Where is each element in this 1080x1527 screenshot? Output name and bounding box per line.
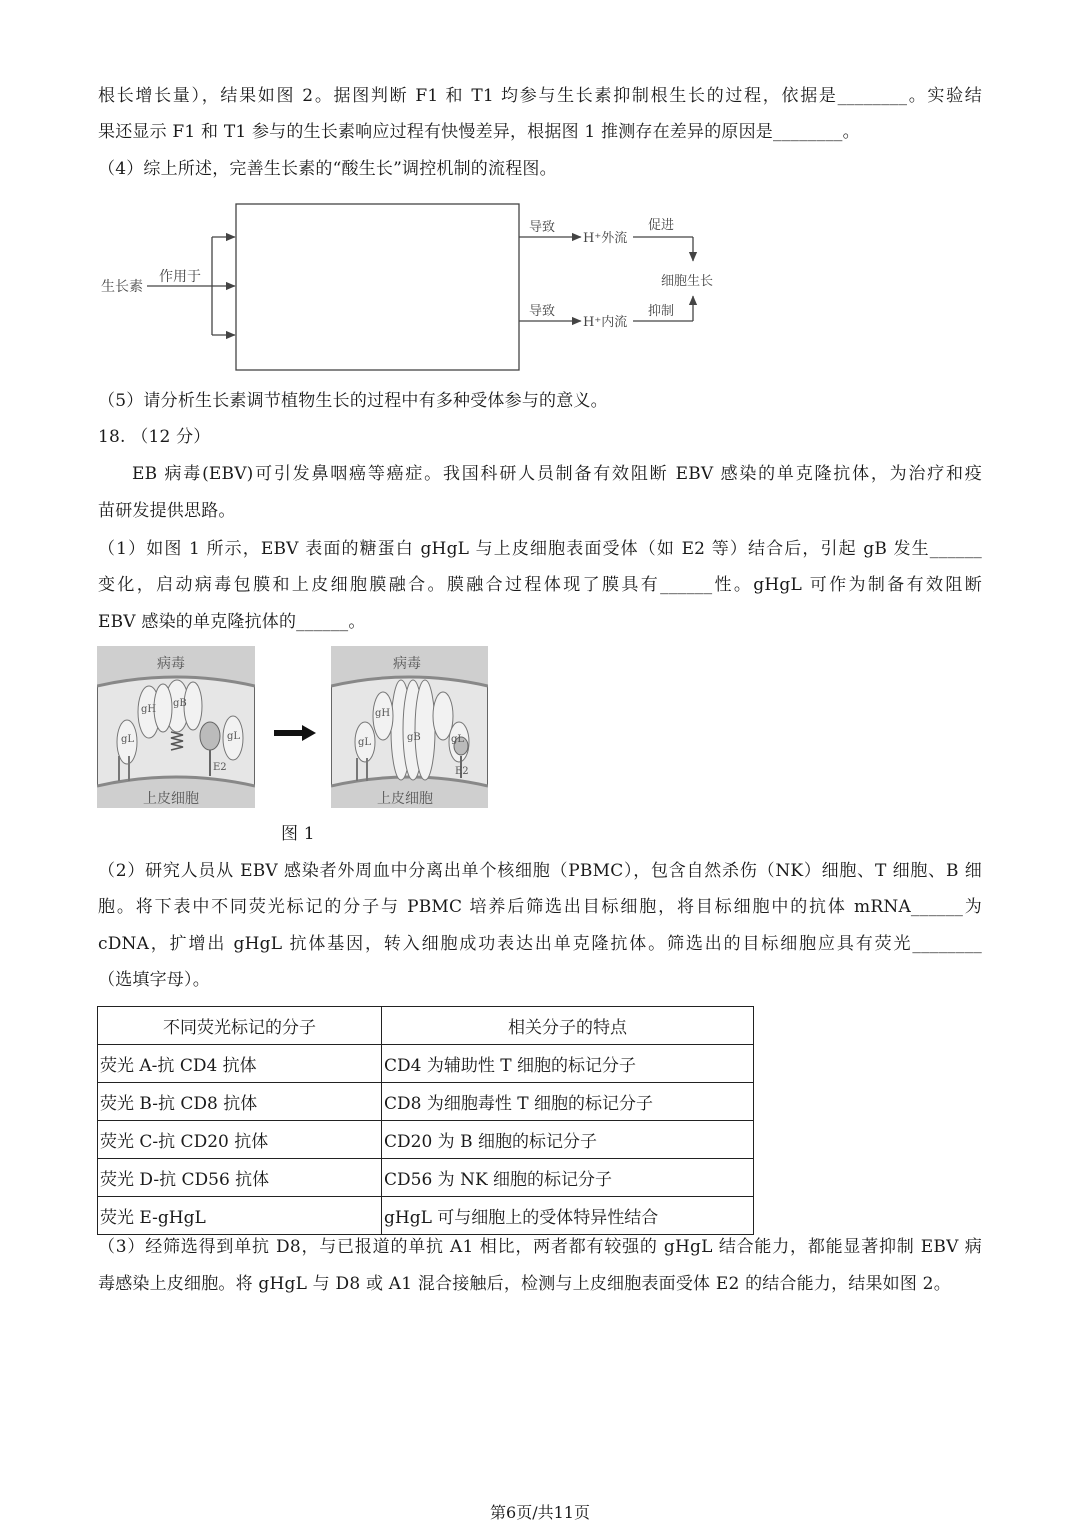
fig1-cell-label-left: 上皮细胞 <box>143 791 199 807</box>
table-cell-molecule: 荧光 E-gHgL <box>98 1197 382 1235</box>
fig1-gL-left-1: gL <box>121 734 135 745</box>
fig1-cell-label-right: 上皮细胞 <box>377 791 433 807</box>
q18-intro-line-2: 苗研发提供思路。 <box>98 501 236 521</box>
fig1-gL-right-1: gL <box>358 737 372 748</box>
q18-intro-line-1: EB 病毒(EBV)可引发鼻咽癌等癌症。我国科研人员制备有效阻断 EBV 感染的单克隆抗体，为治疗和疫 <box>132 464 982 484</box>
fig1-gB-right: gB <box>407 732 421 743</box>
figure1-before-fusion <box>97 646 255 808</box>
flow-leads-to-top: 导致 <box>529 220 556 235</box>
table-header-molecule: 不同荧光标记的分子 <box>98 1007 382 1045</box>
fig1-virus-label-right: 病毒 <box>393 656 421 672</box>
q18-part3-line-1: （3）经筛选得到单抗 D8，与已报道的单抗 A1 相比，两者都有较强的 gHgL 结合能力，都能显著抑制 EBV 病 <box>98 1237 982 1257</box>
q18-part1-line-1: （1）如图 1 所示，EBV 表面的糖蛋白 gHgL 与上皮细胞表面受体（如 E2 等）结合后，引起 gB 发生______ <box>98 539 982 559</box>
flow-promote-label: 促进 <box>648 218 675 233</box>
q18-part3-line-2: 毒感染上皮细胞。将 gHgL 与 D8 或 A1 混合接触后，检测与上皮细胞表面受体 E2 的结合能力，结果如图 2。 <box>98 1274 951 1294</box>
fig1-gL-right-2: gL <box>451 734 465 745</box>
q18-part1-line-2: 变化，启动病毒包膜和上皮细胞膜融合。膜融合过程体现了膜具有______性。gHgL 可作为制备有效阻断 <box>98 575 982 595</box>
table-row <box>98 1045 754 1083</box>
table-cell-feature: gHgL 可与细胞上的受体特异性结合 <box>382 1197 754 1235</box>
q17-part5-prompt: （5）请分析生长素调节植物生长的过程中有多种受体参与的意义。 <box>98 391 608 411</box>
table-row <box>98 1121 754 1159</box>
fig1-virus-label-left: 病毒 <box>157 656 185 672</box>
flow-h-in: H⁺内流 <box>583 315 628 330</box>
flow-leads-to-bottom: 导致 <box>529 304 556 319</box>
q18-part2-line-1: （2）研究人员从 EBV 感染者外周血中分离出单个核细胞（PBMC），包含自然杀伤（NK）细胞、T 细胞、B 细 <box>98 861 982 881</box>
table-cell-molecule: 荧光 A-抗 CD4 抗体 <box>98 1045 382 1083</box>
page-number-footer: 第6页/共11页 <box>490 1503 590 1522</box>
q18-part2-line-2: 胞。将下表中不同荧光标记的分子与 PBMC 培养后筛选出目标细胞，将目标细胞中的抗体 mRNA______为 <box>98 897 982 917</box>
flow-h-out: H⁺外流 <box>583 231 628 246</box>
flow-cell-growth: 细胞生长 <box>661 274 714 289</box>
acid-growth-flowchart <box>95 195 735 380</box>
figure1-caption: 图 1 <box>281 824 315 844</box>
fig1-gL-left-2: gL <box>227 731 241 742</box>
fig1-gB-left: gB <box>173 698 187 709</box>
table-cell-molecule: 荧光 C-抗 CD20 抗体 <box>98 1121 382 1159</box>
q17-part4-prompt: （4）综上所述，完善生长素的“酸生长”调控机制的流程图。 <box>98 159 557 179</box>
flow-auxin-label: 生长素 <box>101 279 143 295</box>
fig1-E2-right: E2 <box>455 766 469 777</box>
table-row <box>98 1159 754 1197</box>
table-cell-feature: CD8 为细胞毒性 T 细胞的标记分子 <box>382 1083 754 1121</box>
q18-part1-line-3: EBV 感染的单克隆抗体的______。 <box>98 612 366 632</box>
table-row <box>98 1197 754 1235</box>
table-cell-molecule: 荧光 B-抗 CD8 抗体 <box>98 1083 382 1121</box>
table-cell-molecule: 荧光 D-抗 CD56 抗体 <box>98 1159 382 1197</box>
fig1-gH-left: gH <box>141 704 157 715</box>
table-header-feature: 相关分子的特点 <box>382 1007 754 1045</box>
q17-text-line-1: 根长增长量），结果如图 2。据图判断 F1 和 T1 均参与生长素抑制根生长的过程，依据是________。实验结 <box>98 86 982 106</box>
table-cell-feature: CD20 为 B 细胞的标记分子 <box>382 1121 754 1159</box>
fig1-gH-right: gH <box>375 708 391 719</box>
flow-inhibit-label: 抑制 <box>648 304 675 319</box>
figure1-after-fusion <box>331 646 488 808</box>
q17-text-line-2: 果还显示 F1 和 T1 参与的生长素响应过程有快慢差异，根据图 1 推测存在差异的原因是________。 <box>98 122 860 142</box>
flow-acts-on-label: 作用于 <box>159 269 201 285</box>
table-row <box>98 1083 754 1121</box>
table-cell-feature: CD56 为 NK 细胞的标记分子 <box>382 1159 754 1197</box>
q18-part2-line-4: （选填字母）。 <box>98 970 210 990</box>
figure1-transition-arrow <box>272 723 318 743</box>
flow-blank-box <box>236 204 519 370</box>
table-cell-feature: CD4 为辅助性 T 细胞的标记分子 <box>382 1045 754 1083</box>
q18-header: 18. （12 分） <box>98 427 211 447</box>
table-header-row <box>98 1007 754 1045</box>
fluorescent-molecule-table <box>97 1006 754 1235</box>
fig1-E2-left: E2 <box>213 762 227 773</box>
q18-part2-line-3: cDNA，扩增出 gHgL 抗体基因，转入细胞成功表达出单克隆抗体。筛选出的目标细胞应具有荧光________ <box>98 934 982 954</box>
